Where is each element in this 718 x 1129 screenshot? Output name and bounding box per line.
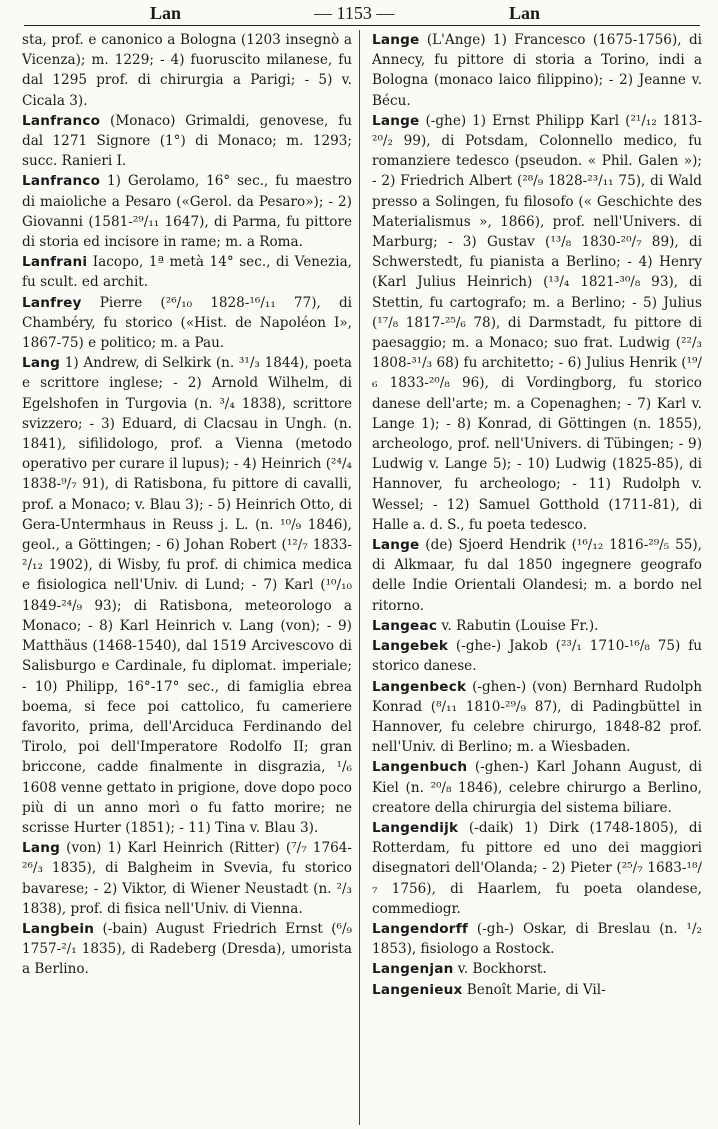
entry-text: 1) Gerolamo, 16° sec., fu maestro di maioliche a Pesaro («Gerol. da Pesaro»); - 2) Giovanni (1581-²⁹/₁₁ 1647), di Parma, fu pittore di storia ed incisore in rame; m. a Roma. [22, 173, 352, 251]
entry-text: (-ghen-) (von) Bernhard Rudolph Konrad (⁸/₁₁ 1810-²⁹/₉ 87), di Padingbüttel in Hannover, fu celebre chirurgo, 1848-82 prof. nell'Univ. di Berlino; m. a Wiesbaden. [372, 678, 702, 756]
entry [372, 636, 702, 676]
headword: Langenbeck [372, 678, 467, 695]
entry-text: (Monaco) Grimaldi, genovese, fu dal 1271 Signore (1°) di Monaco; m. 1293; succ. Ranieri I. [22, 112, 352, 170]
headword: Langeac [372, 617, 438, 634]
entry-text: (-gh-) Oskar, di Breslau (n. ¹/₂ 1853), fisiologo a Rostock. [372, 920, 702, 958]
headword: Lanfranco [22, 112, 101, 129]
headword: Langenieux [372, 981, 463, 998]
entry-text: (L'Ange) 1) Francesco (1675-1756), di Annecy, fu pittore di storia a Torino, indi a Bologna (monaco laico filippino); - 2) Jeanne v. Bécu. [372, 32, 702, 109]
header-rule [24, 25, 700, 26]
headword: Lanfranco [22, 173, 101, 190]
left-column [22, 30, 352, 980]
entry-text: Pierre (²⁶/₁₀ 1828-¹⁶/₁₁ 77), di Chambéry, fu storico («Hist. de Napoléon I», 1867-75) e politico; m. a Pau. [22, 294, 352, 352]
entry [372, 919, 702, 959]
entry [22, 293, 352, 354]
entry [22, 838, 352, 919]
entry [372, 30, 702, 111]
entry-text: (-ghen-) Karl Johann August, di Kiel (n. ²⁰/₈ 1846), celebre chirurgo a Berlino, creatore della chirurgia del sistema biliare. [372, 759, 702, 816]
entry-text: sta, prof. e canonico a Bologna (1203 insegnò a Vicenza); m. 1229; - 4) fuoruscito milanese, fu dal 1295 prof. di chirurgia a Parigi; - 5) v. Cicala 3). [22, 32, 352, 109]
headword: Lange [372, 32, 420, 48]
headword: Langendorff [372, 920, 468, 937]
entry-text: 1) Andrew, di Selkirk (n. ³¹/₃ 1844), poeta e scrittore inglese; - 2) Arnold Wilhelm, di Egelshofen in Turgovia (n. ³/₄ 1838), scrittore svizzero; - 3) Eduard, di Clacsau in Ungh. (n. 1841), sifilidologo, prof. a Vienna (metodo operativo per curare il lupus); - 4) Heinrich (²⁴/₄ 1838-⁹/₇ 91), di Ratisbona, fu pittore di cavalli, prof. a Monaco; v. Blau 3); - 5) Heinrich Otto, di Gera-Untermhaus in Reuss j. L. (n. ¹⁰/₉ 1846), geol., a Göttingen; - 6) Johan Robert (¹²/₇ 1833-²/₁₂ 1902), di Wisby, fu prof. di chimica medica e fisiologica nell'Univ. di Lund; - 7) Karl (¹⁰/₁₀ 1849-²⁴/₉ 93); di Ratisbona, meteorologo a Monaco; - 8) Karl Heinrich v. Lang (von); - 9) Matthäus (1468-1540), dal 1519 Arcivescovo di Salisburgo e Cardinale, fu diplomat. imperiale; - 10) Philipp, 16°-17° sec., di famiglia ebrea boema, si fece poi cattolico, fu cameriere favorito, prima, dell'Arciduca Ferdinando del Tirolo, poi dell'Imperatore Rodolfo II; gran briccone, cadde finalmente in disgrazia, ¹/₆ 1608 venne gettato in prigione, dove dopo poco più di un anno morì o fu fatto morire; ne scrisse Hurter (1851); - 11) Tina v. Blau 3). [22, 355, 352, 836]
entry [22, 171, 352, 252]
entry [22, 111, 352, 172]
headword: Langbein [22, 920, 95, 937]
entry-text: (von) 1) Karl Heinrich (Ritter) (⁷/₇ 1764-²⁶/₃ 1835), di Balgheim in Svevia, fu storico bavarese; - 2) Viktor, di Wiener Neustadt (n. ²/₃ 1838), prof. di fisica nell'Univ. di Vienna. [22, 840, 352, 917]
entry [372, 535, 702, 616]
page-number: — 1153 — [314, 3, 395, 23]
entry-text: (de) Sjoerd Hendrik (¹⁶/₁₂ 1816-²⁹/₅ 55), di Alkmaar, fu dal 1850 ingegnere geografo delle Indie Orientali Olandesi; m. a bordo nel ritorno. [372, 537, 702, 614]
right-column [372, 30, 702, 1000]
entry [372, 616, 702, 636]
entry [372, 980, 702, 1000]
entry-text: (-ghe-) Jakob (²³/₁ 1710-¹⁶/₈ 75) fu storico danese. [372, 638, 702, 675]
entry [22, 353, 352, 838]
entry [372, 818, 702, 919]
headword: Lang [22, 355, 61, 372]
entry-text: (-ghe) 1) Ernst Philipp Karl (²¹/₁₂ 1813-²⁰/₂ 99), di Potsdam, Colonnello medico, fu romanziere tedesco (pseudon. « Phil. Galen »); - 2) Friedrich Albert (²⁸/₉ 1828-²³/₁₁ 75), di Wald presso a Solingen, fu filosofo (« Geschichte des Materialismus », 1866), prof. nell'Univers. di Marburg; - 3) Gustav (¹³/₈ 1830-²⁰/₇ 89), di Schwerstedt, fu pianista a Berlino; - 4) Henry (Karl Julius Heinrich) (¹³/₄ 1821-³⁰/₈ 93), di Stettin, fu cartografo; m. a Berlino; - 5) Julius (¹⁷/₈ 1817-²⁵/₆ 78), di Darmstadt, fu pittore di paesaggio; m. a Monaco; suo frat. Ludwig (²²/₃ 1808-³¹/₃ 68) fu architetto; - 6) Julius Henrik (¹⁹/₆ 1833-²⁰/₈ 96), di Vordingborg, fu storico danese dell'arte; m. a Copenaghen; - 7) Karl v. Lange 1); - 8) Konrad, di Göttingen (n. 1855), archeologo, prof. nell'Univers. di Tübingen; - 9) Ludwig v. Lange 5); - 10) Ludwig (1825-85), di Hannover, fu archeologo; - 11) Rudolph v. Wessel; - 12) Samuel Gotthold (1711-81), di Halle a. d. S., fu poeta tedesco. [372, 112, 702, 533]
headword: Langebek [372, 638, 449, 655]
page-header [0, 0, 718, 26]
headword: Lang [22, 840, 61, 857]
entry-text: Iacopo, 1ª metà 14° sec., di Venezia, fu scult. ed archit. [22, 254, 352, 291]
headword: Langendijk [372, 819, 459, 836]
entry [22, 919, 352, 980]
entry-text: v. Rabutin (Louise Fr.). [437, 617, 599, 634]
entry [372, 959, 702, 979]
headword: Langenbuch [372, 759, 468, 776]
entry-text: (-bain) August Friedrich Ernst (⁶/₉ 1757-²/₁ 1835), di Radeberg (Dresda), umorista a Berlino. [22, 920, 352, 978]
entry [372, 677, 702, 758]
headword: Lanfrani [22, 254, 88, 271]
entry-text: Benoît Marie, di Vil- [462, 981, 606, 998]
entry-text: (-daik) 1) Dirk (1748-1805), di Rotterdam, fu pittore ed uno dei maggiori disegnatori dell'Olanda; - 2) Pieter (²⁵/₇ 1683-¹⁸/₇ 1756), di Haarlem, fu poeta olandese, commediogr. [372, 819, 702, 917]
headword: Lange [372, 537, 420, 554]
column-divider [359, 30, 360, 1125]
running-head-left: Lan [150, 3, 182, 23]
headword: Langenjan [372, 961, 454, 978]
entry [22, 252, 352, 292]
entry [372, 757, 702, 818]
entry [22, 30, 352, 111]
headword: Lange [372, 112, 420, 129]
headword: Lanfrey [22, 294, 82, 311]
entry [372, 111, 702, 535]
entry-text: v. Bockhorst. [453, 961, 547, 978]
running-head-right: Lan [509, 3, 541, 23]
